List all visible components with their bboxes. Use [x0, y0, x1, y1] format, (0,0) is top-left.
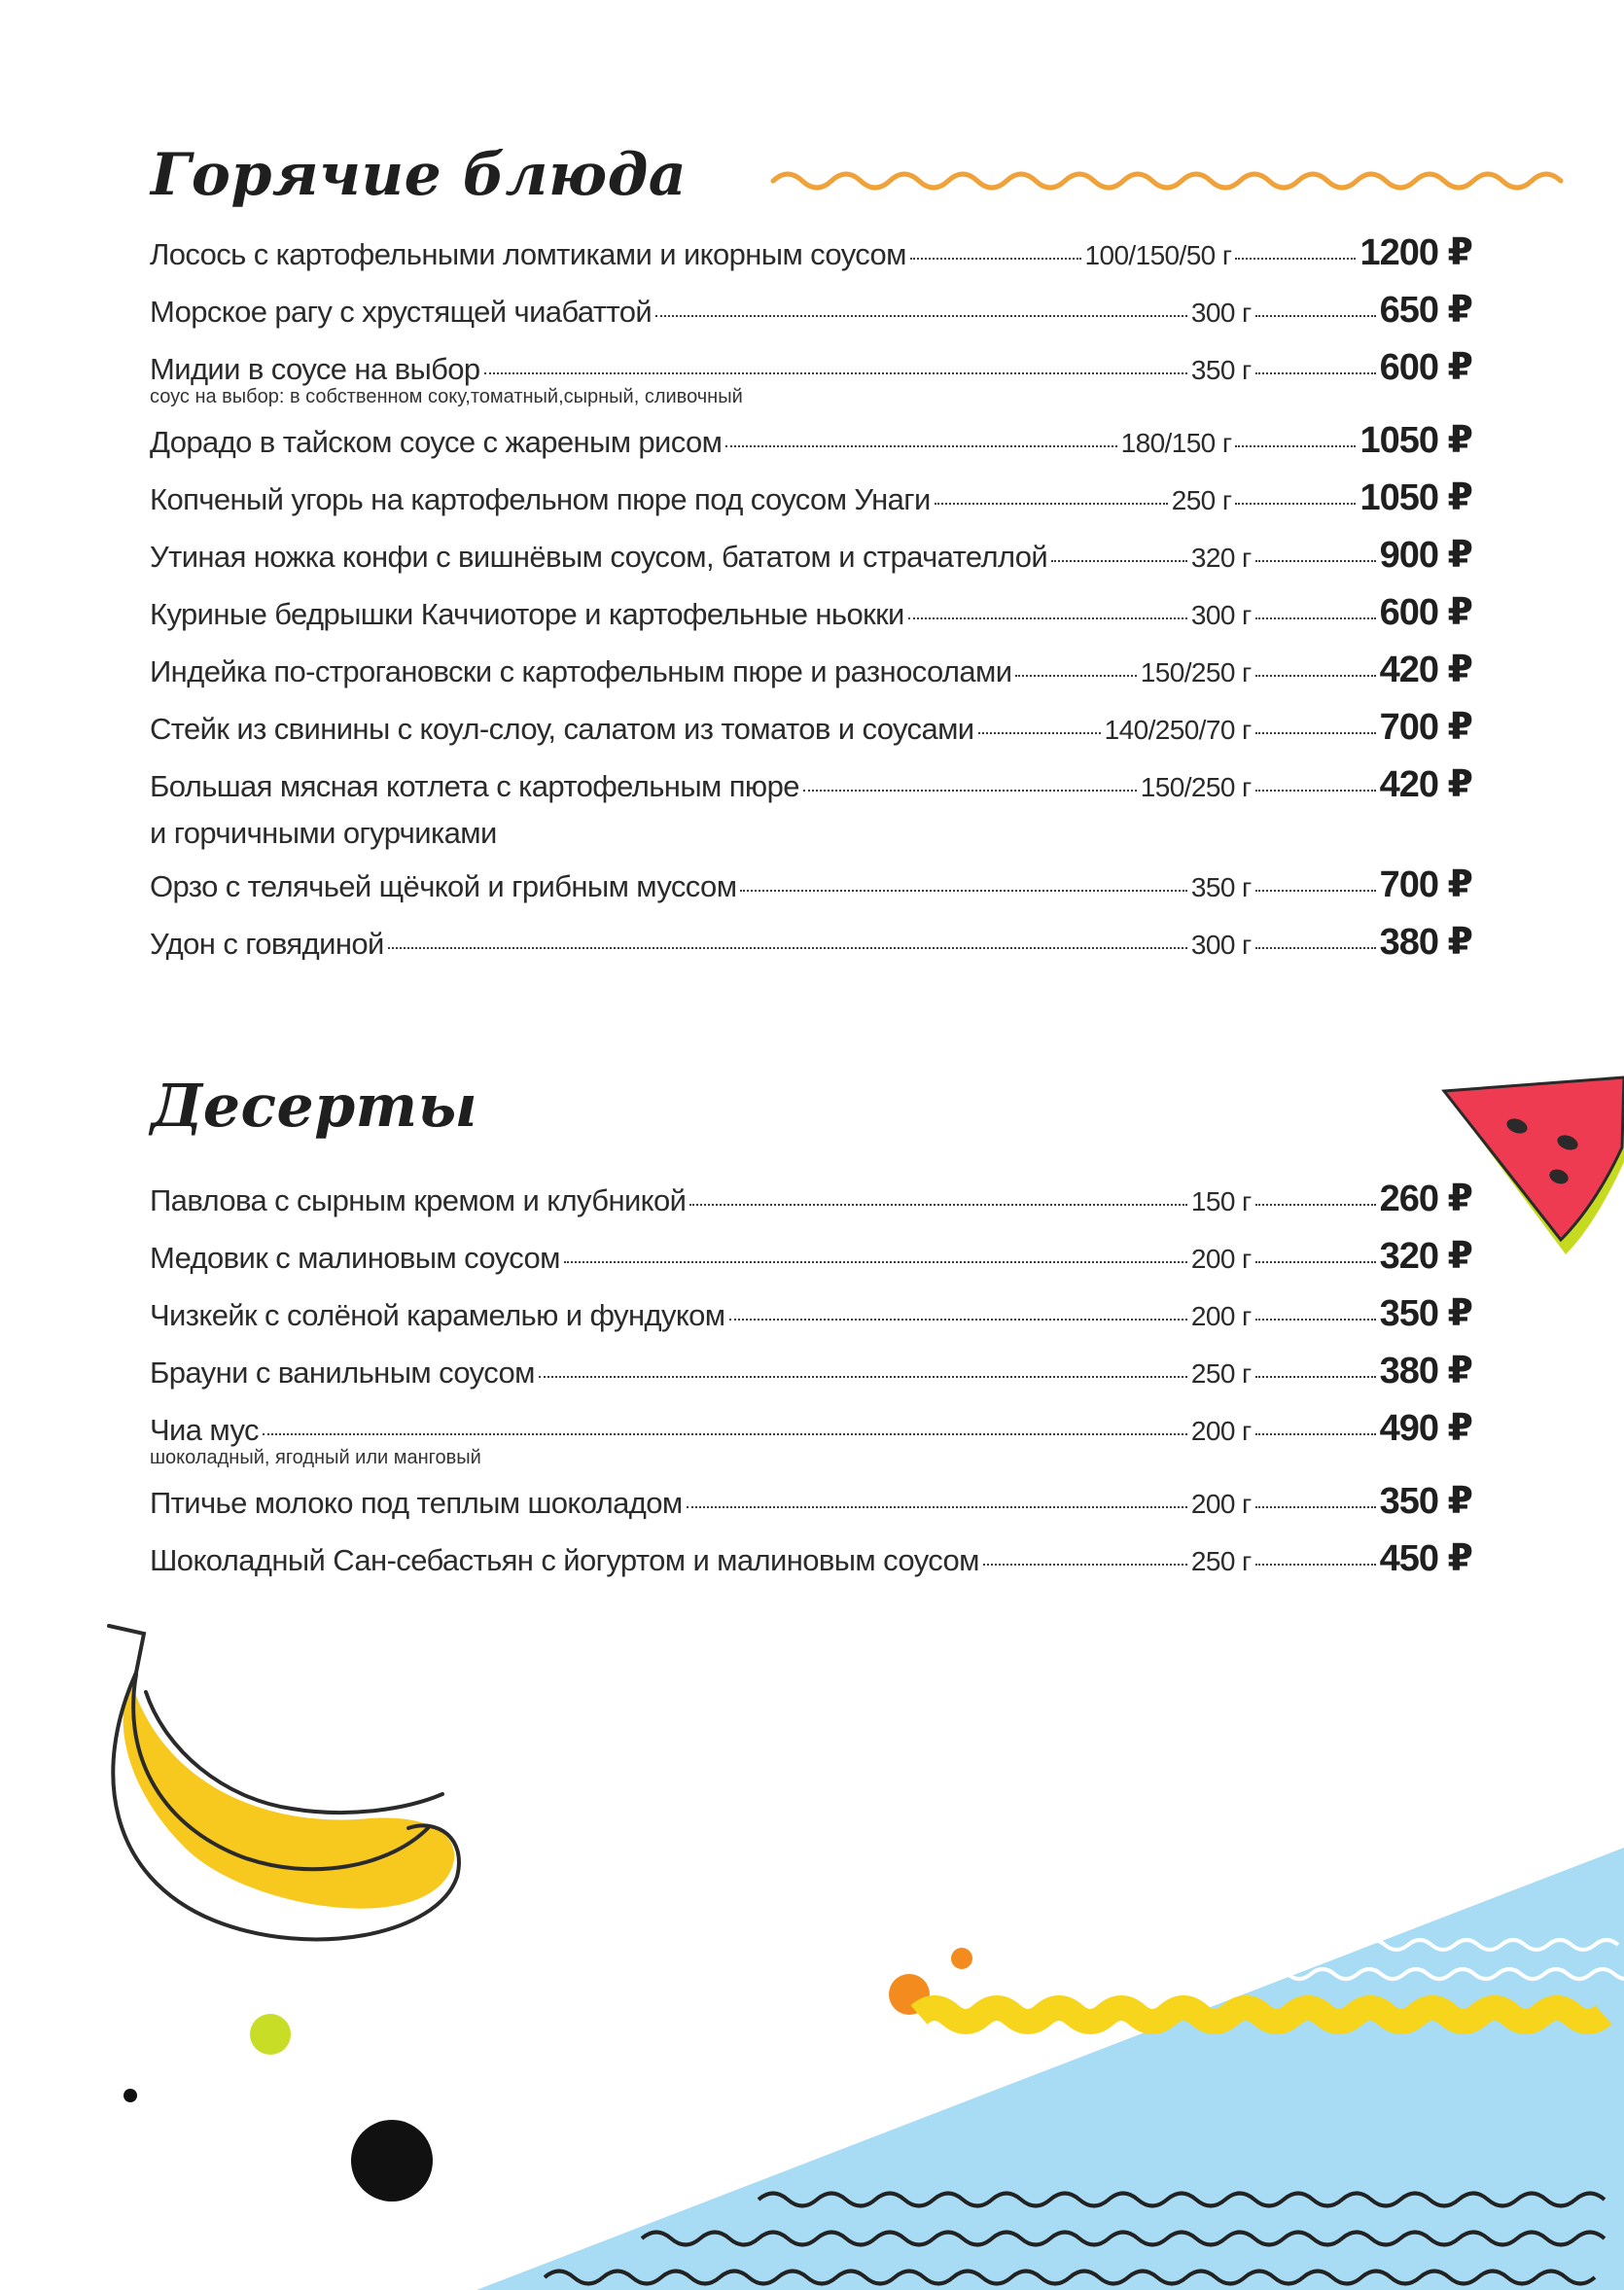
item-weight: 320 г	[1190, 543, 1252, 573]
menu-item-row	[150, 1344, 1472, 1401]
menu-item	[150, 757, 1472, 858]
item-name: Морское рагу с хрустящей чиабаттой	[150, 295, 653, 329]
dot-leader	[1235, 258, 1356, 260]
item-price: 700 ₽	[1379, 864, 1472, 905]
dot-leader	[740, 890, 1186, 892]
dot-leader	[1255, 1564, 1376, 1566]
menu-item	[150, 226, 1472, 283]
menu-item	[150, 1286, 1472, 1344]
item-price: 600 ₽	[1379, 592, 1472, 633]
item-weight: 100/150/50 г	[1084, 240, 1232, 270]
menu-item	[150, 340, 1472, 407]
dot-leader	[1255, 1319, 1376, 1321]
dot-leader	[687, 1506, 1187, 1508]
dot-leader	[1255, 560, 1376, 562]
item-name: Мидии в соусе на выбор	[150, 352, 480, 386]
dot-leader	[1051, 560, 1187, 562]
item-weight: 150 г	[1190, 1186, 1252, 1216]
dot-leader	[1255, 1506, 1376, 1508]
item-name: Чиа мус	[150, 1413, 259, 1447]
menu-item-row	[150, 700, 1472, 757]
item-name: Большая мясная котлета с картофельным пюре	[150, 769, 799, 803]
dot-leader	[655, 315, 1187, 317]
item-price: 450 ₽	[1379, 1538, 1472, 1579]
item-weight: 300 г	[1190, 600, 1252, 630]
menu-item	[150, 1229, 1472, 1286]
dot-leader	[1255, 790, 1376, 792]
section-title-hot: Горячие блюда	[151, 141, 688, 209]
item-name: Удон с говядиной	[150, 927, 384, 961]
menu-item	[150, 915, 1472, 972]
item-name-continued: и горчичными огурчиками	[150, 816, 497, 850]
dot-leader	[983, 1564, 1187, 1566]
menu-item	[150, 283, 1472, 340]
dot-leader	[484, 372, 1187, 374]
menu-item-row	[150, 1286, 1472, 1344]
menu-item-row	[150, 643, 1472, 700]
item-name: Индейка по-строгановски с картофельным пюре и разносолами	[150, 654, 1012, 688]
item-price: 700 ₽	[1379, 707, 1472, 748]
item-name: Брауни с ванильным соусом	[150, 1356, 535, 1390]
dot-leader	[1255, 1261, 1376, 1263]
item-weight: 180/150 г	[1120, 428, 1232, 458]
item-price: 380 ₽	[1379, 922, 1472, 963]
item-weight: 300 г	[1190, 298, 1252, 328]
item-name: Птичье молоко под теплым шоколадом	[150, 1486, 683, 1520]
item-weight: 250 г	[1190, 1358, 1252, 1389]
menu-item-row	[150, 858, 1472, 915]
item-weight: 250 г	[1190, 1546, 1252, 1576]
item-weight: 350 г	[1190, 872, 1252, 902]
banana	[109, 1626, 459, 1939]
item-name: Орзо с телячьей щёчкой и грибным муссом	[150, 869, 737, 903]
item-weight: 200 г	[1190, 1301, 1252, 1331]
menu-item-row	[150, 1229, 1472, 1286]
dot-leader	[689, 1204, 1187, 1206]
menu-item-row	[150, 757, 1472, 815]
item-weight: 200 г	[1190, 1244, 1252, 1274]
dot-leader	[1015, 675, 1136, 677]
dot-leader	[725, 445, 1116, 447]
item-name: Шоколадный Сан-себастьян с йогуртом и малиновым соусом	[150, 1543, 979, 1577]
item-price: 420 ₽	[1379, 764, 1472, 805]
item-name: Чизкейк с солёной карамелью и фундуком	[150, 1298, 725, 1332]
menu-item	[150, 1172, 1472, 1229]
menu-item	[150, 1344, 1472, 1401]
menu-item	[150, 413, 1472, 471]
section-title-desserts: Десерты	[151, 1073, 478, 1141]
item-weight: 150/250 г	[1140, 657, 1252, 687]
dot-leader	[1255, 1433, 1376, 1435]
blue-sea-triangle	[477, 1848, 1624, 2290]
small-black-dot	[124, 2089, 137, 2102]
menu-item-row	[150, 915, 1472, 972]
dot-leader	[803, 790, 1137, 792]
item-name: Дорадо в тайском соусе с жареным рисом	[150, 425, 723, 459]
item-price: 1050 ₽	[1359, 477, 1472, 518]
menu-item-row	[150, 283, 1472, 340]
item-price: 350 ₽	[1379, 1293, 1472, 1334]
item-price: 600 ₽	[1379, 347, 1472, 388]
item-name: Павлова с сырным кремом и клубникой	[150, 1183, 687, 1217]
item-weight: 350 г	[1190, 355, 1252, 385]
item-price: 1200 ₽	[1359, 232, 1472, 273]
menu-item	[150, 700, 1472, 757]
dot-leader	[908, 617, 1187, 619]
dot-leader	[1235, 445, 1356, 447]
dot-leader	[1255, 315, 1376, 317]
desserts-list	[150, 1172, 1472, 1589]
big-black-dot	[351, 2120, 433, 2202]
small-orange-dot	[951, 1948, 972, 1969]
item-weight: 300 г	[1190, 930, 1252, 960]
menu-item	[150, 643, 1472, 700]
item-note: шоколадный, ягодный или манговый	[150, 1447, 481, 1468]
item-price: 420 ₽	[1379, 650, 1472, 690]
item-price: 380 ₽	[1379, 1351, 1472, 1392]
dot-leader	[729, 1319, 1187, 1321]
menu-item-row	[150, 1172, 1472, 1229]
item-price: 650 ₽	[1379, 290, 1472, 331]
dot-leader	[935, 503, 1168, 505]
menu-item	[150, 1474, 1472, 1532]
item-weight: 200 г	[1190, 1489, 1252, 1519]
item-name: Копченый угорь на картофельном пюре под соусом Унаги	[150, 482, 931, 516]
item-name: Стейк из свинины с коул-слоу, салатом из томатов и соусами	[150, 712, 974, 746]
dot-leader	[1255, 1204, 1376, 1206]
menu-item-row	[150, 1532, 1472, 1589]
hot-dishes-list	[150, 226, 1472, 972]
menu-item-row	[150, 1474, 1472, 1532]
lime-dot	[250, 2014, 291, 2055]
dot-leader	[1255, 947, 1376, 949]
item-note: соус на выбор: в собственном соку,томатный,сырный, сливочный	[150, 386, 743, 407]
dot-leader	[1255, 617, 1376, 619]
dot-leader	[1255, 1376, 1376, 1378]
item-name: Куриные бедрышки Каччиоторе и картофельные ньокки	[150, 597, 904, 631]
dot-leader	[1255, 890, 1376, 892]
dot-leader	[1235, 503, 1356, 505]
item-price: 260 ₽	[1379, 1179, 1472, 1219]
item-name: Утиная ножка конфи с вишнёвым соусом, бататом и страчателлой	[150, 540, 1048, 574]
dot-leader	[263, 1433, 1187, 1435]
item-price: 320 ₽	[1379, 1236, 1472, 1277]
menu-item	[150, 471, 1472, 528]
item-name: Медовик с малиновым соусом	[150, 1241, 560, 1275]
dot-leader	[1255, 732, 1376, 734]
item-weight: 140/250/70 г	[1104, 715, 1252, 745]
menu-item-row	[150, 528, 1472, 585]
menu-item	[150, 585, 1472, 643]
dot-leader	[388, 947, 1187, 949]
menu-item	[150, 858, 1472, 915]
menu-item-row	[150, 226, 1472, 283]
menu-item	[150, 528, 1472, 585]
dot-leader	[564, 1261, 1187, 1263]
item-price: 900 ₽	[1379, 535, 1472, 576]
menu-item-row	[150, 471, 1472, 528]
dot-leader	[539, 1376, 1187, 1378]
item-name: Лосось с картофельными ломтиками и икорным соусом	[150, 237, 906, 271]
menu-item	[150, 1532, 1472, 1589]
yellow-wave	[919, 2008, 1604, 2022]
menu-item	[150, 1401, 1472, 1468]
menu-item-row	[150, 585, 1472, 643]
item-price: 350 ₽	[1379, 1481, 1472, 1522]
orange-wave	[773, 174, 1561, 188]
menu-item-row	[150, 413, 1472, 471]
dot-leader	[910, 258, 1081, 260]
item-price: 490 ₽	[1379, 1408, 1472, 1449]
item-price: 1050 ₽	[1359, 420, 1472, 461]
dot-leader	[978, 732, 1101, 734]
item-weight: 250 г	[1171, 485, 1232, 515]
item-weight: 200 г	[1190, 1416, 1252, 1446]
dot-leader	[1255, 372, 1376, 374]
item-weight: 150/250 г	[1140, 772, 1252, 802]
dot-leader	[1255, 675, 1376, 677]
